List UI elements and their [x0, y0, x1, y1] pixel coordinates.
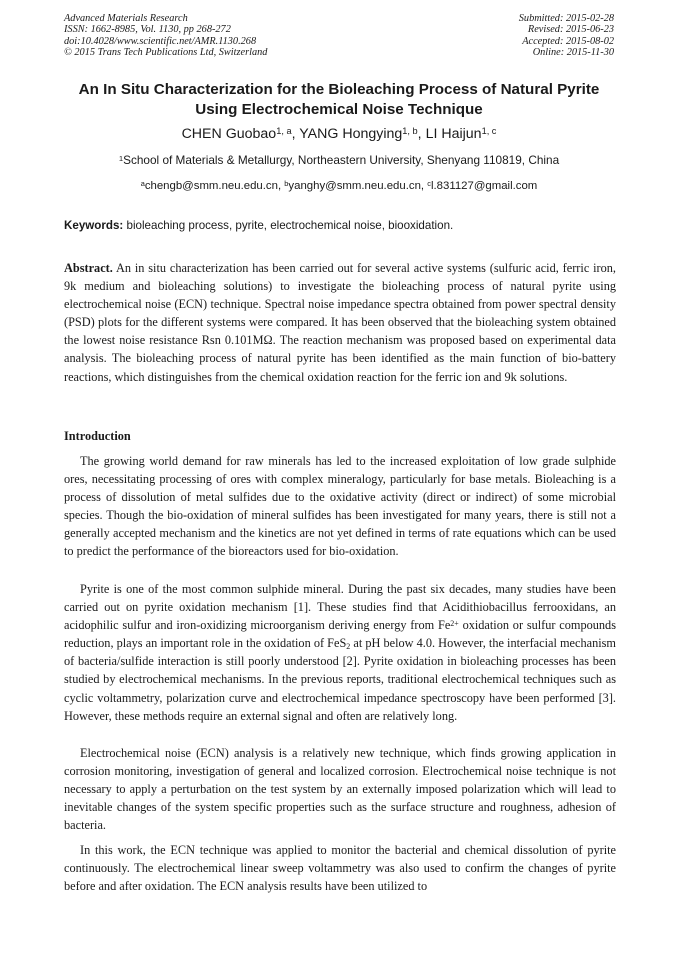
keywords-text: bioleaching process, pyrite, electrochemical noise, biooxidation. — [123, 219, 454, 232]
email-mark: b — [284, 178, 289, 188]
email-address[interactable]: l.831127@gmail.com — [430, 180, 538, 192]
author-emails: $^a$chengb@smm.neu.edu.cn, $^b$yanghy@smm.neu.edu.cn, $^c$l.831127@gmail.com — [140, 178, 538, 192]
author-name: YANG Hongying — [299, 126, 403, 142]
author-name: CHEN Guobao — [181, 126, 277, 142]
date-accepted: Accepted: 2015-08-02 — [522, 35, 614, 47]
formula-subscript: 2 — [346, 642, 351, 652]
paragraph-text: Pyrite is one of the most common sulphide mineral. During the past six decades, many studies have been carried out on pyrite oxidation mechanism [1]. These studies find that Acidithiobacillus ferrooxidans, an acidophilic sulfur and iron-oxidizing microorganism deriving energy from Fe — [64, 582, 616, 633]
email-mark: c — [427, 178, 431, 188]
author-name: LI Haijun — [425, 126, 482, 142]
journal-issn: ISSN: 1662-8985, Vol. 1130, pp 268-272 — [64, 24, 231, 36]
intro-paragraph-2 — [64, 580, 616, 725]
submission-dates — [519, 13, 614, 59]
author-affil-mark: 1, a — [276, 125, 292, 136]
affiliation-text: School of Materials & Metallurgy, Northeastern University, Shenyang 110819, China — [123, 153, 560, 167]
affiliation-mark: 1 — [118, 153, 124, 163]
author-affil-mark: 1, b — [402, 125, 418, 136]
date-revised: Revised: 2015-06-23 — [527, 24, 614, 36]
keywords — [64, 218, 616, 233]
paragraph-text: at pH below 4.0. However, the interfacial mechanism of bacteria/sulfide interaction is still poorly understood [2]. Pyrite oxidation in bioleaching processes has been studied by electrochemical mechanisms. In the previous reports, traditional electrochemical techniques such as cyclic voltammetry, polarization curve and electrochemical impedance spectroscopy have been performed [3]. However, these methods require an external signal and often are relatively long. — [64, 636, 616, 723]
journal-doi: doi:10.4028/www.scientific.net/AMR.1130.268 — [64, 35, 257, 47]
section-heading-introduction: Introduction — [64, 429, 131, 443]
journal-info — [64, 13, 267, 59]
abstract-label: Abstract. — [64, 261, 113, 275]
abstract-text: An in situ characterization has been carried out for several active systems (sulfuric acid, ferric iron, 9k medium and bioleaching solutions) to investigate the bioleaching process of natural pyrite using electrochemical noise (ECN) technique. Spectral noise impedance spectra obtained from power spectral density (PSD) plots for the different systems were compared. It has been observed that the bioleaching system obtained the lowest noise resistance Rsn 0.101MΩ. The reaction mechanism was proposed based on experimental data analysis. The bioleaching process of natural pyrite has been identified as the main function of bio-battery reactions, which distinguishes from the chemical oxidation reaction for the ferric ion and 9k solutions. — [64, 261, 616, 384]
title-line-1: An In Situ Characterization for the Bioleaching Process of Natural Pyrite — [78, 81, 600, 98]
author-list: CHEN Guobao$^{1, a}$, YANG Hongying$^{1, b}$, LI Haijun$^{1, c}$ — [181, 125, 497, 142]
abstract — [64, 259, 616, 386]
title-line-2: Using Electrochemical Noise Technique — [195, 101, 483, 118]
paragraph-text: oxidation or sulfur compounds reduction, plays an important role in the oxidation of FeS — [64, 618, 616, 651]
intro-paragraph-4: In this work, the ECN technique was applied to monitor the bacterial and chemical dissolution of pyrite continuously. The electrochemical linear sweep voltammetry was also used to confirm the changes of pyrite before and after oxidation. The ECN analysis results have been utilized to — [64, 843, 616, 894]
affiliation — [40, 153, 638, 168]
intro-paragraph-3: Electrochemical noise (ECN) analysis is a relatively new technique, which finds growing application in corrosion monitoring, investigation of general and localized corrosion. Electrochemical noise technique is not necessary to apply a perturbation on the test system by an externally imposed polarization which will lead to inevitable changes of the system specific properties such as the surface structure and roughness, adhesion of bacteria. — [64, 746, 616, 833]
email-mark: a — [140, 178, 145, 188]
ion-charge: 2+ — [450, 618, 459, 628]
date-online: Online: 2015-11-30 — [532, 47, 614, 59]
author-affil-mark: 1, c — [481, 125, 497, 136]
email-address[interactable]: yanghy@smm.neu.edu.cn — [288, 180, 421, 192]
intro-paragraph-1: The growing world demand for raw minerals has led to the increased exploitation of low grade sulphide ores, necessitating processing of ores with complex mineralogy, particularly for base metals. Bioleaching is a process of dissolution of metal sulfides due to the oxidative activity (direct or indirect) of some microbial species. Though the bio-oxidation of mineral sulfides has been investigated for many years, there is still not a generally accepted mechanism and the kinetics are not yet defined in terms of rate equations which can be used to predict the performance of the bioreactors used for bio-oxidation. — [64, 454, 616, 559]
email-address[interactable]: chengb@smm.neu.edu.cn — [144, 180, 278, 192]
journal-name: Advanced Materials Research — [64, 13, 188, 24]
paper-title — [40, 80, 638, 120]
journal-copyright: © 2015 Trans Tech Publications Ltd, Switzerland — [64, 47, 268, 59]
keywords-label: Keywords: — [64, 219, 124, 232]
date-submitted: Submitted: 2015-02-28 — [518, 13, 614, 24]
